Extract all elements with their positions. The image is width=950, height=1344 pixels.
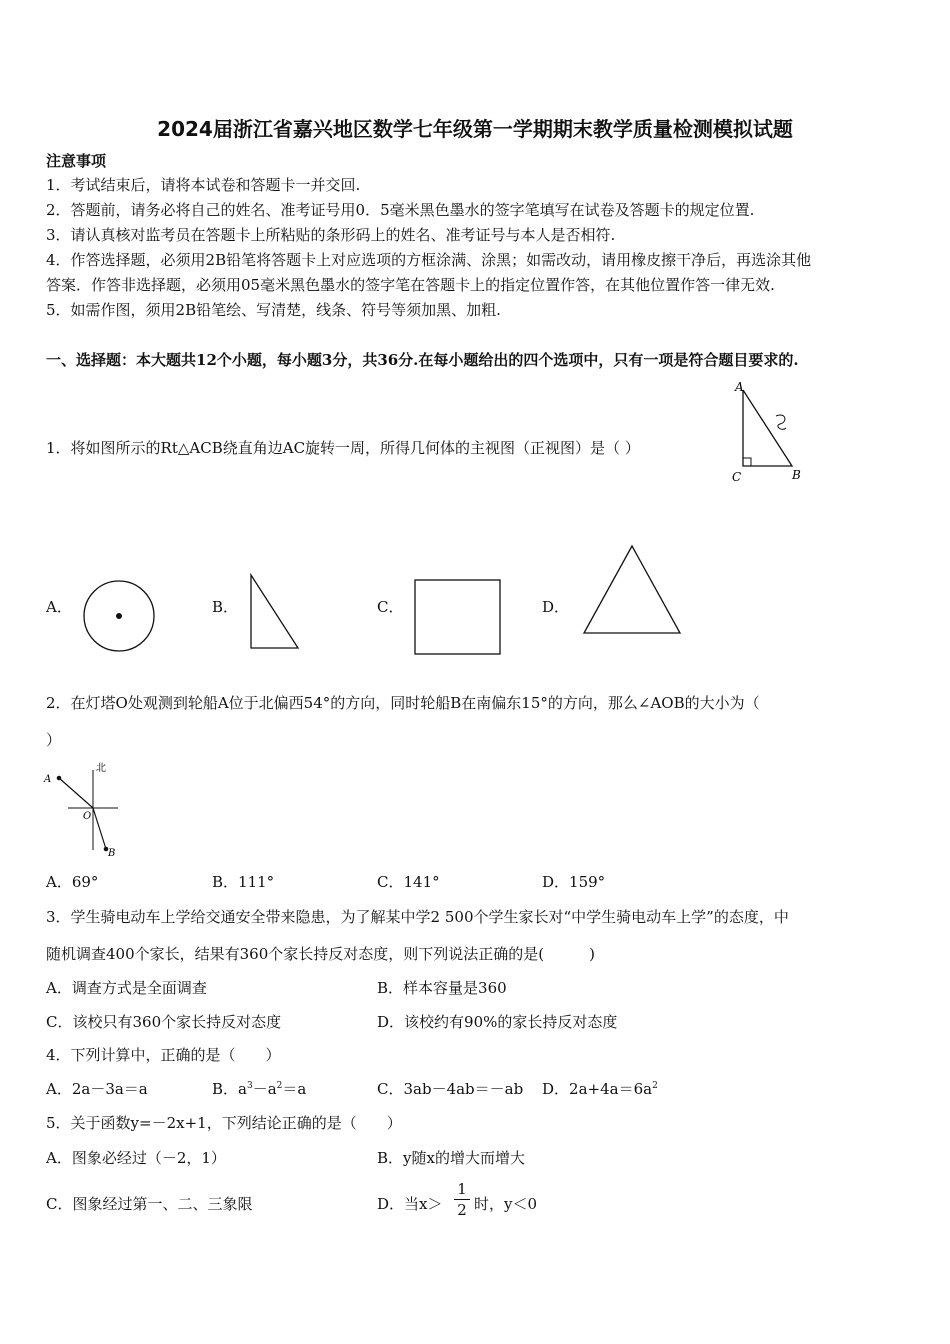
q2-label-north: 北 (96, 763, 106, 774)
q2-option-b: B．111° (212, 873, 275, 891)
q5-option-d-suffix: 时，y＜0 (474, 1195, 538, 1213)
q1-option-a-circle (82, 578, 158, 654)
question-3-stem-line2: 随机调查400个家长，结果有360个家长持反对态度，则下列说法正确的是( ) (46, 945, 595, 963)
q5-option-b: B．y随x的增大而增大 (377, 1149, 525, 1167)
q2-option-d: D．159° (542, 873, 606, 891)
rotation-arrow-icon (776, 415, 786, 429)
q3-option-c: C．该校只有360个家长持反对态度 (46, 1013, 282, 1031)
question-5-stem: 5．关于函数y=－2x+1，下列结论正确的是（ ） (46, 1114, 402, 1132)
q1-label-c: C (732, 470, 742, 484)
q1-option-d-triangle (580, 543, 684, 637)
q1-option-c-square (412, 577, 504, 657)
notice-heading: 注意事项 (46, 152, 107, 170)
notice-item: 2．答题前，请务必将自己的姓名、准考证号用0．5毫米黑色墨水的签字笔填写在试卷及答题卡的规定位置. (46, 201, 755, 219)
notice-item: 5．如需作图，须用2B铅笔绘、写清楚，线条、符号等须加黑、加粗. (46, 301, 501, 319)
q4-option-d: D．$2a+4a=6a^2$ (542, 1080, 658, 1098)
notice-item: 3．请认真核对监考员在答题卡上所粘贴的条形码上的姓名、准考证号与本人是否相符. (46, 226, 616, 244)
q2-direction-figure (40, 758, 130, 862)
q2-label-a: A (44, 774, 52, 785)
q1-right-angle-mark (743, 458, 751, 466)
q2-ray-ob (93, 808, 106, 849)
notice-item: 1．考试结束后，请将本试卷和答题卡一并交回. (46, 176, 361, 194)
q1-label-a: A (735, 380, 744, 394)
q2-ray-oa (59, 778, 93, 808)
q2-option-c: C．141° (377, 873, 440, 891)
question-1-stem: 1．将如图所示的Rt△ACB绕直角边AC旋转一周，所得几何体的主视图（正视图）是（ ） (46, 439, 640, 457)
q5-option-c: C．图象经过第一、二、三象限 (46, 1195, 253, 1213)
q4-option-c: C．3ab－4ab＝－ab (377, 1080, 524, 1098)
q4-option-b: B．$a^3-a^2=a$ (212, 1080, 307, 1098)
q3-option-b: B．样本容量是360 (377, 979, 507, 997)
q5-option-d-fraction: 1 2 (454, 1180, 470, 1219)
q1-option-b-label: B． (212, 598, 239, 616)
q2-option-a: A．69° (46, 873, 99, 891)
q1-option-a-label: A． (46, 598, 72, 616)
q1-option-c-label: C． (377, 598, 404, 616)
notice-item: 答案．作答非选择题，必须用05毫米黑色墨水的签字笔在答题卡上的指定位置作答，在其他位置作答一律无效. (46, 276, 775, 294)
q1-label-b: B (792, 468, 801, 482)
q2-point-a (57, 776, 62, 781)
q2-label-b: B (108, 848, 116, 859)
q1-triangle-figure (726, 378, 816, 488)
q4-option-a: A．2a－3a＝a (46, 1080, 148, 1098)
q3-option-a: A．调查方式是全面调查 (46, 979, 207, 997)
question-4-stem: 4．下列计算中，正确的是（ ） (46, 1046, 281, 1064)
page-title: 2024届浙江省嘉兴地区数学七年级第一学期期末教学质量检测模拟试题 (157, 117, 793, 141)
question-2-stem-end: ） (46, 731, 62, 749)
q1-option-d-label: D． (542, 598, 570, 616)
q1-option-b-triangle (246, 572, 304, 652)
question-3-stem-line1: 3．学生骑电动车上学给交通安全带来隐患，为了解某中学2 500个学生家长对“中学生骑电动车上学”的态度，中 (46, 908, 789, 926)
section-heading: 一、选择题：本大题共12个小题，每小题3分，共36分.在每小题给出的四个选项中，只有一项是符合题目要求的. (46, 351, 799, 369)
q1-triangle-acb (743, 390, 792, 466)
notice-item: 4．作答选择题，必须用2B铅笔将答题卡上对应选项的方框涂满、涂黑；如需改动，请用橡皮擦干净后，再选涂其他 (46, 251, 812, 269)
q5-option-a: A．图象必经过（－2，1） (46, 1149, 226, 1167)
q5-option-d-prefix: D．当x＞ (377, 1195, 443, 1213)
q3-option-d: D．该校约有90%的家长持反对态度 (377, 1013, 618, 1031)
question-2-stem: 2．在灯塔O处观测到轮船A位于北偏西54°的方向，同时轮船B在南偏东15°的方向，那么∠AOB的大小为（ (46, 694, 760, 712)
q2-label-o: O (83, 811, 92, 822)
